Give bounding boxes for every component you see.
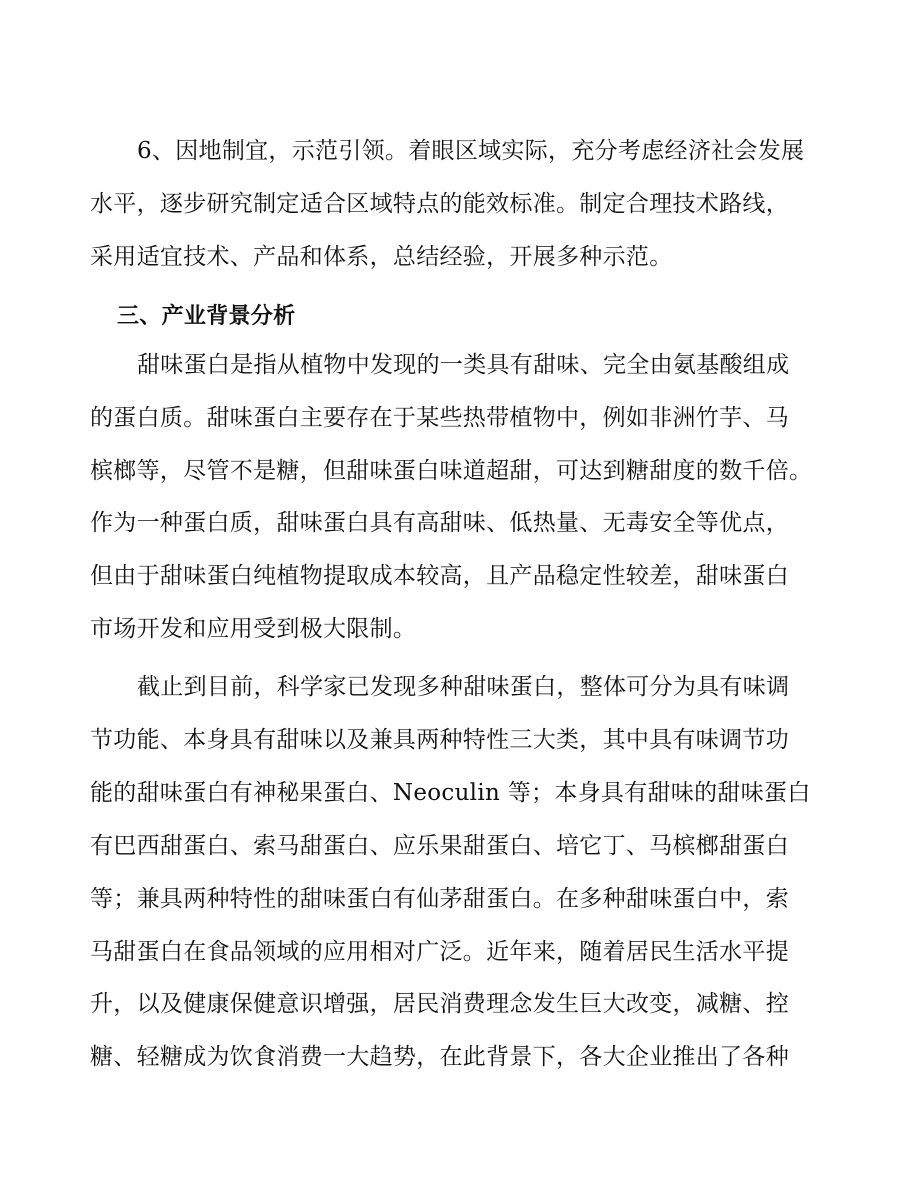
paragraph-types-line: 升，以及健康保健意识增强，居民消费理念发生巨大改变，减糖、控 (90, 991, 789, 1017)
paragraph-6-line: 6、因地制宜，示范引领。着眼区域实际，充分考虑经济社会发展 (137, 138, 805, 164)
paragraph-types-line: 等；兼具两种特性的甜味蛋白有仙茅甜蛋白。在多种甜味蛋白中，索 (90, 886, 789, 912)
paragraph-types-line: 马甜蛋白在食品领域的应用相对广泛。近年来，随着居民生活水平提 (90, 939, 789, 965)
paragraph-intro-line: 但由于甜味蛋白纯植物提取成本较高，且产品稳定性较差，甜味蛋白 (90, 563, 789, 589)
paragraph-types-line: 有巴西甜蛋白、索马甜蛋白、应乐果甜蛋白、培它丁、马槟榔甜蛋白 (90, 833, 789, 859)
paragraph-types-line: 糖、轻糖成为饮食消费一大趋势，在此背景下，各大企业推出了各种 (90, 1044, 789, 1070)
paragraph-intro-line: 甜味蛋白是指从植物中发现的一类具有甜味、完全由氨基酸组成 (137, 352, 790, 378)
paragraph-types-line: 截止到目前，科学家已发现多种甜味蛋白，整体可分为具有味调 (137, 674, 790, 700)
paragraph-types-line: 能的甜味蛋白有神秘果蛋白、Neoculin 等；本身具有甜味的甜味蛋白 (90, 780, 811, 806)
section-heading: 三、产业背景分析 (117, 304, 296, 329)
paragraph-intro-line: 槟榔等，尽管不是糖，但甜味蛋白味道超甜，可达到糖甜度的数千倍。 (90, 458, 813, 484)
paragraph-types-line: 节功能、本身具有甜味以及兼具两种特性三大类，其中具有味调节功 (90, 727, 789, 753)
paragraph-6-line: 水平，逐步研究制定适合区域特点的能效标准。制定合理技术路线， (90, 191, 789, 217)
paragraph-intro-line: 的蛋白质。甜味蛋白主要存在于某些热带植物中，例如非洲竹芋、马 (90, 405, 789, 431)
paragraph-intro-line: 市场开发和应用受到极大限制。 (90, 616, 417, 642)
paragraph-intro-line: 作为一种蛋白质，甜味蛋白具有高甜味、低热量、无毒安全等优点， (90, 510, 789, 536)
paragraph-6-line: 采用适宜技术、产品和体系，总结经验，开展多种示范。 (90, 244, 673, 270)
